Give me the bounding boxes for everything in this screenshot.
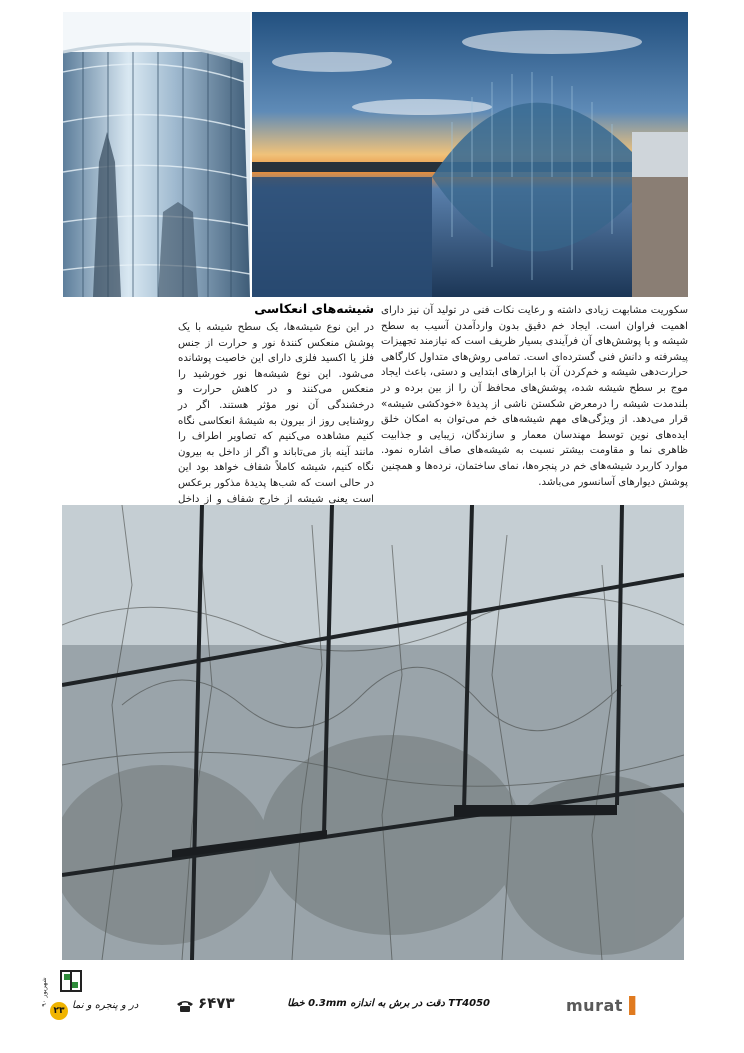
section-heading-reflective-glass: شیشه‌های انعکاسی [254,301,374,316]
phone-icon [176,997,194,1016]
footer-ad-text: TT4050 دقت در برش به اندازه 0.3mm خطا [287,998,490,1009]
photo-glass-dome-sunset [252,12,688,297]
reflective-facade-illustration [62,505,684,960]
brand-mark: ▐ [622,996,636,1015]
page-number: ۲۳ [50,1002,68,1020]
photo-reflective-facade [62,505,684,960]
article-right-column: سکوریت مشابهت زیادی داشته و رعایت نکات فنی در تولید آن نیز دارای اهمیت فراوان است. ایجاد خم دقیق بدون واردآمدن آسیب به سطح شیشه و یا پوشش‌های آن فرآیندی بسیار ظریف است که نیازمند تجهیزات پیشرفته و دانش فنی گسترده‌ای است. تمامی روش‌های متداول کارگاهی حرارت‌دهی شیشه و خم‌کردن آن با ابزارهای ابتدایی و دستی، باعث ایجاد موج بر سطح شیشه شده، پوشش‌های محافظ آن را از بین برده و در بلندمدت شیشه را درمعرض شکستن ناشی از پدیدهٔ «خودکشی شیشه» قرار می‌دهد. از ویژگی‌های مهم شیشه‌های خم می‌توان به امکان خلق ایده‌های نوین توسط مهندسان معمار و سازندگان، زیبایی و جذابیت ظاهری نما و مقاومت بیشتر نسبت به شیشه‌های صاف اشاره نمود. موارد کاربرد شیشه‌های خم در پنجره‌ها، نمای ساختمان، نرده‌ها و همچنین پوشش دیوارهای آسانسور می‌باشد. [381,305,688,488]
brand-logo-murat [566,996,636,1015]
phone-number: ۶۴۷۳ [198,994,235,1012]
magazine-name: در و پنجره و نما [72,1000,139,1011]
issue-date: شهریور ۹۰ [40,977,48,1007]
article-left-column: در این نوع شیشه‌ها، یک سطح شیشه با یک پوشش منعکس کنندهٔ نور و حرارت از جنس فلز یا اکسید فلزی دارای این خاصیت پوشانده می‌شود. این نوع شیشه‌ها نور خورشید را منعکس می‌کنند و در کاهش حرارت و درخشندگی آن نور مؤثر هستند. اگر در روشنایی روز از بیرون به شیشهٔ انعکاسی نگاه کنیم مشاهده می‌کنیم که تصاویر اطراف را مانند آینه باز می‌تاباند و اگر از داخل به بیرون نگاه کنیم، شیشه کاملاً شفاف خواهد بود این در حالی است که شب‌ها پدیدهٔ مذکور برعکس است یعنی شیشه از خارج شفاف و از داخل [178,322,374,505]
photo-curved-glass-tower [63,12,250,297]
glass-dome-illustration [252,12,688,297]
magazine-logo-icon [60,970,82,992]
curved-glass-tower-illustration [63,12,250,297]
brand-name: murat [566,996,623,1015]
